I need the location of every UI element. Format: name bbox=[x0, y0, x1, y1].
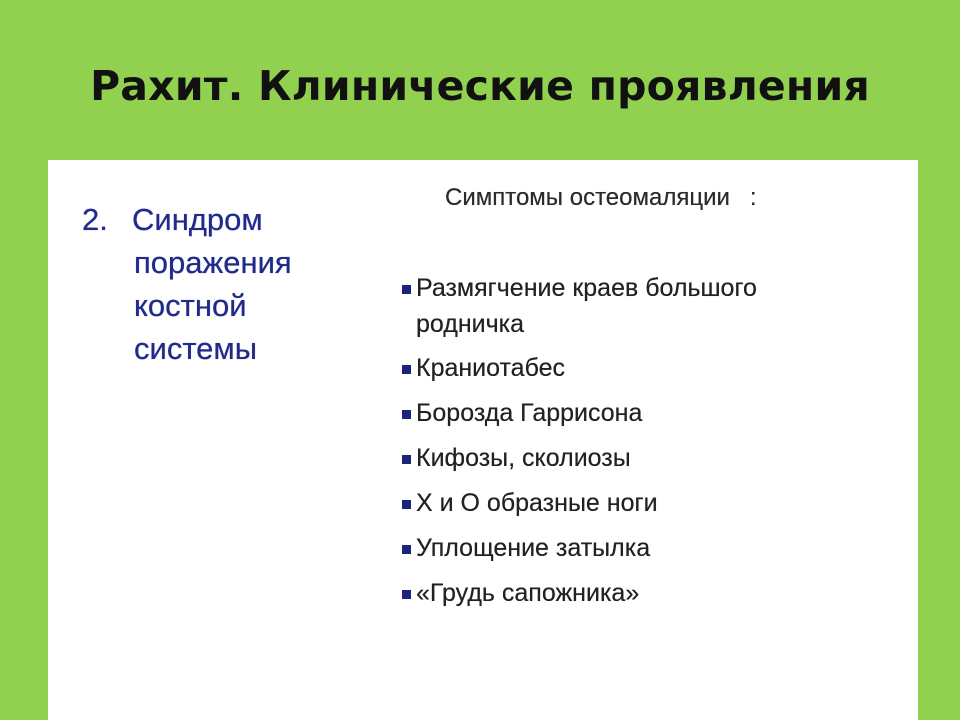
list-item-text: Уплощение затылка bbox=[416, 534, 651, 562]
syndrome-line-1: Синдром bbox=[132, 202, 263, 237]
list-item bbox=[400, 270, 850, 342]
syndrome-line-2: поражения bbox=[134, 245, 292, 280]
symptoms-heading: Симптомы остеомаляции : bbox=[445, 184, 757, 211]
list-item-text: Борозда Гаррисона bbox=[416, 399, 643, 427]
syndrome-first-line bbox=[82, 198, 372, 241]
square-bullet-icon bbox=[402, 500, 411, 509]
list-item-text: Х и О образные ноги bbox=[416, 489, 658, 517]
list-item-text: Размягчение краев большого родничка bbox=[416, 274, 757, 338]
square-bullet-icon bbox=[402, 285, 411, 294]
list-item-text: Краниотабес bbox=[416, 354, 566, 382]
syndrome-line-3: костной bbox=[134, 288, 247, 323]
list-item-text: «Грудь сапожника» bbox=[416, 579, 640, 607]
content-panel bbox=[48, 160, 918, 720]
square-bullet-icon bbox=[402, 410, 411, 419]
symptoms-list bbox=[400, 270, 850, 620]
square-bullet-icon bbox=[402, 455, 411, 464]
syndrome-block bbox=[82, 198, 372, 370]
square-bullet-icon bbox=[402, 545, 411, 554]
list-item bbox=[400, 350, 850, 386]
list-item-text: Кифозы, сколиозы bbox=[416, 444, 631, 472]
list-item bbox=[400, 575, 850, 611]
syndrome-line-4: системы bbox=[134, 331, 258, 366]
list-item bbox=[400, 530, 850, 566]
list-item bbox=[400, 440, 850, 476]
syndrome-number: 2. bbox=[82, 202, 108, 237]
list-item bbox=[400, 395, 850, 431]
square-bullet-icon bbox=[402, 365, 411, 374]
list-item bbox=[400, 485, 850, 521]
square-bullet-icon bbox=[402, 590, 411, 599]
slide-title: Рахит. Клинические проявления bbox=[90, 62, 870, 110]
